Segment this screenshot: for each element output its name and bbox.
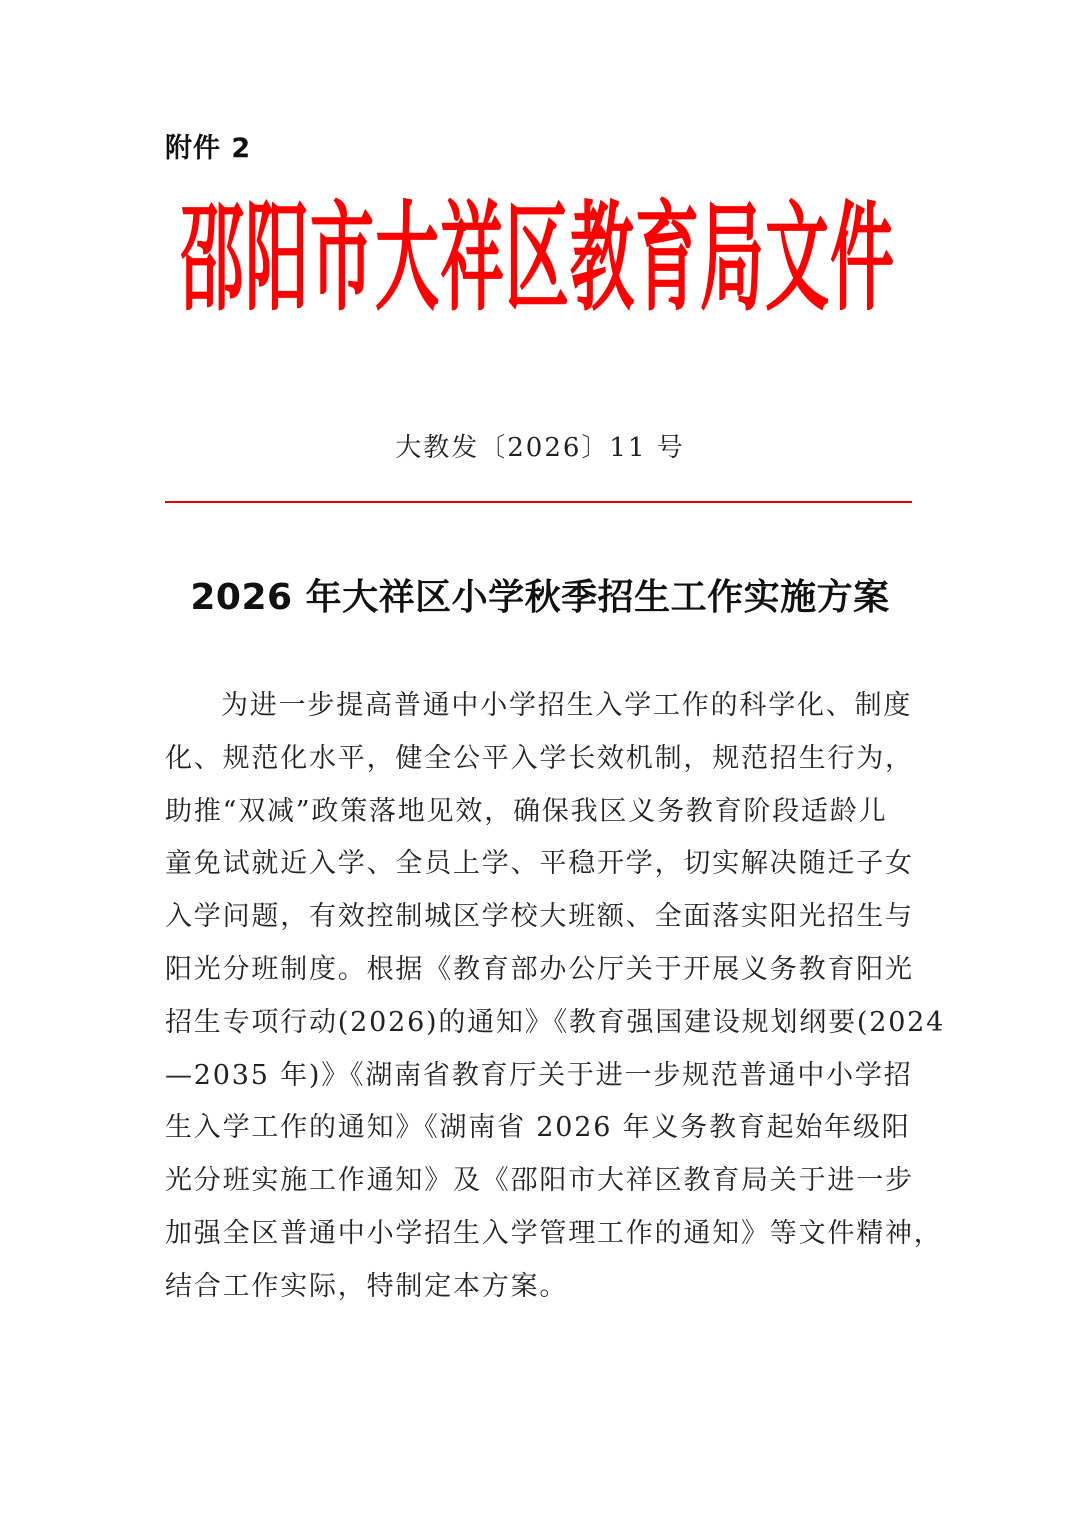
body-line: 加强全区普通中小学招生入学管理工作的通知》等文件精神， bbox=[165, 1217, 943, 1249]
body-line: —2035 年)》《湖南省教育厅关于进一步规范普通中小学招 bbox=[165, 1059, 913, 1091]
body-line: 结合工作实际，特制定本方案。 bbox=[165, 1270, 569, 1302]
masthead-title: 邵阳市大祥区教育局文件 bbox=[180, 189, 895, 329]
body-line: 入学问题，有效控制城区学校大班额、全面落实阳光招生与 bbox=[165, 901, 914, 933]
document-title: 2026 年大祥区小学秋季招生工作实施方案 bbox=[190, 577, 890, 618]
document-masthead bbox=[165, 185, 910, 335]
attachment-label: 附件 2 bbox=[165, 133, 252, 164]
body-paragraph bbox=[165, 680, 945, 1314]
body-line: 光分班实施工作通知》及《邵阳市大祥区教育局关于进一步 bbox=[165, 1165, 914, 1197]
body-line: 阳光分班制度。根据《教育部办公厅关于开展义务教育阳光 bbox=[165, 953, 914, 985]
body-line: 为进一步提高普通中小学招生入学工作的科学化、制度 bbox=[221, 690, 913, 721]
body-line: 助推“双减”政策落地见效，确保我区义务教育阶段适龄儿 bbox=[165, 795, 888, 827]
body-line: 招生专项行动(2026)的通知》《教育强国建设规划纲要(2024 bbox=[165, 1006, 946, 1038]
body-line: 化、规范化水平，健全公平入学长效机制，规范招生行为， bbox=[165, 742, 914, 774]
document-number: 大教发〔2026〕11 号 bbox=[395, 433, 685, 463]
body-line: 童免试就近入学、全员上学、平稳开学，切实解决随迁子女 bbox=[165, 848, 914, 880]
red-divider bbox=[165, 501, 912, 503]
body-line: 生入学工作的通知》《湖南省 2026 年义务教育起始年级阳 bbox=[165, 1112, 911, 1144]
